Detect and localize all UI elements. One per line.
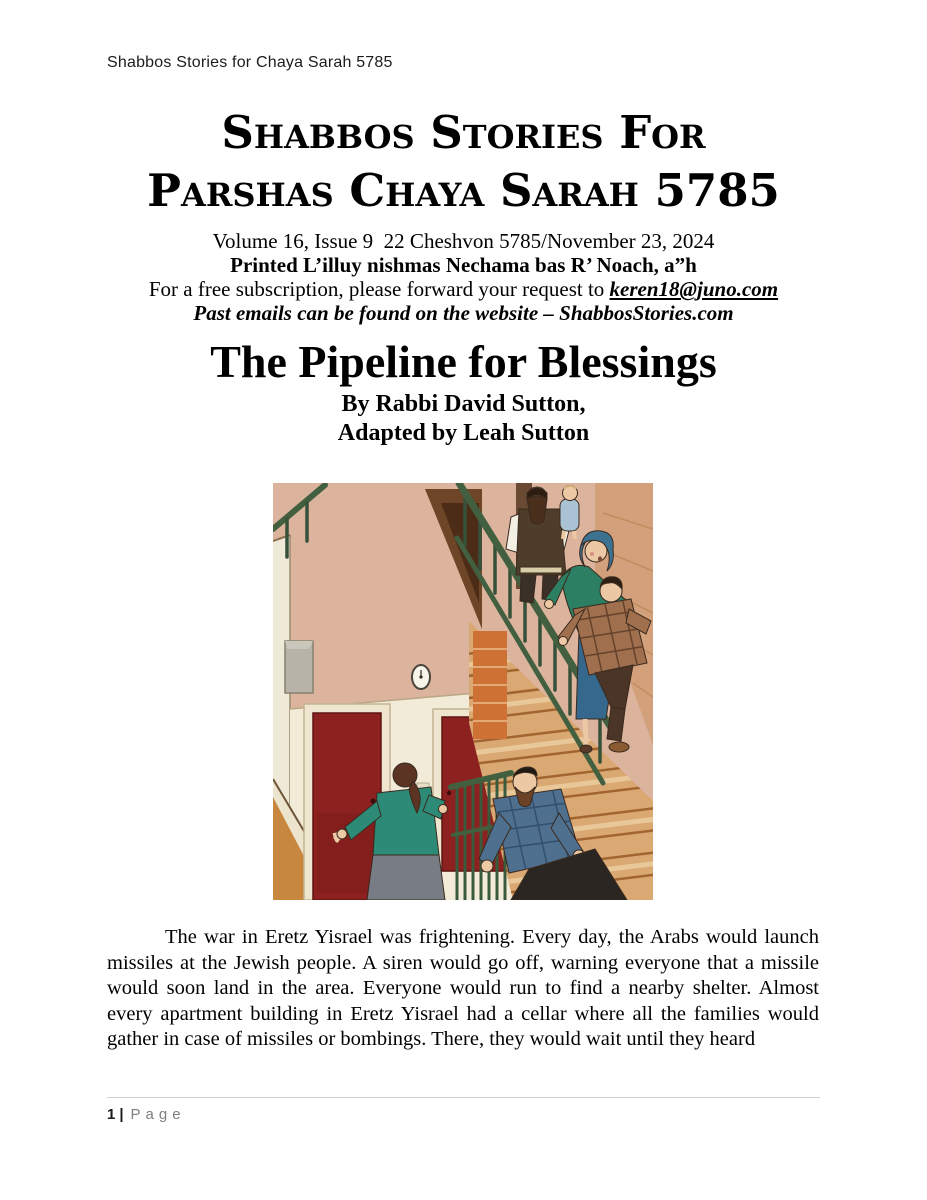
footer-page-label: Page [130, 1106, 186, 1123]
subscription-line [107, 277, 820, 301]
volume-line: Volume 16, Issue 9 22 Cheshvon 5785/November 23, 2024 [212, 229, 715, 253]
story-title: The Pipeline for Blessings [210, 336, 717, 387]
footer-page-number: 1 [107, 1106, 116, 1123]
story-head [107, 333, 820, 448]
footer-separator: | [119, 1106, 124, 1123]
story-illustration [273, 483, 653, 900]
running-header: Shabbos Stories for Chaya Sarah 5785 [107, 54, 393, 71]
page-footer [107, 1097, 820, 1123]
byline-1: By Rabbi David Sutton, [341, 391, 586, 417]
byline-2: Adapted by Leah Sutton [337, 420, 590, 446]
masthead-title-line-1: Shabbos Stories For [221, 106, 706, 159]
masthead-title-line-2: Parshas Chaya Sarah 5785 [147, 164, 780, 217]
story-illustration-svg [273, 483, 653, 900]
subscription-text: For a free subscription, please forward your request to [148, 277, 610, 301]
masthead [107, 104, 820, 325]
masthead-info [107, 229, 820, 325]
printed-line: Printed L’illuy nishmas Nechama bas R’ Noach, a”h [230, 253, 697, 277]
website-line: Past emails can be found on the website – ShabbosStories.com [193, 301, 734, 325]
body-paragraph: The war in Eretz Yisrael was frightening. Every day, the Arabs would launch missiles at the Jewish people. A siren would go off, warning everyone that a missile would soon land in the area. Everyone would run to find a nearby shelter. Almost every apartment building in Eretz Yisrael had a cellar where all the families would gather in case of missiles or bombings. There, they would wait until they heard [107, 926, 819, 1051]
email-link[interactable]: keren18@juno.com [609, 277, 779, 301]
